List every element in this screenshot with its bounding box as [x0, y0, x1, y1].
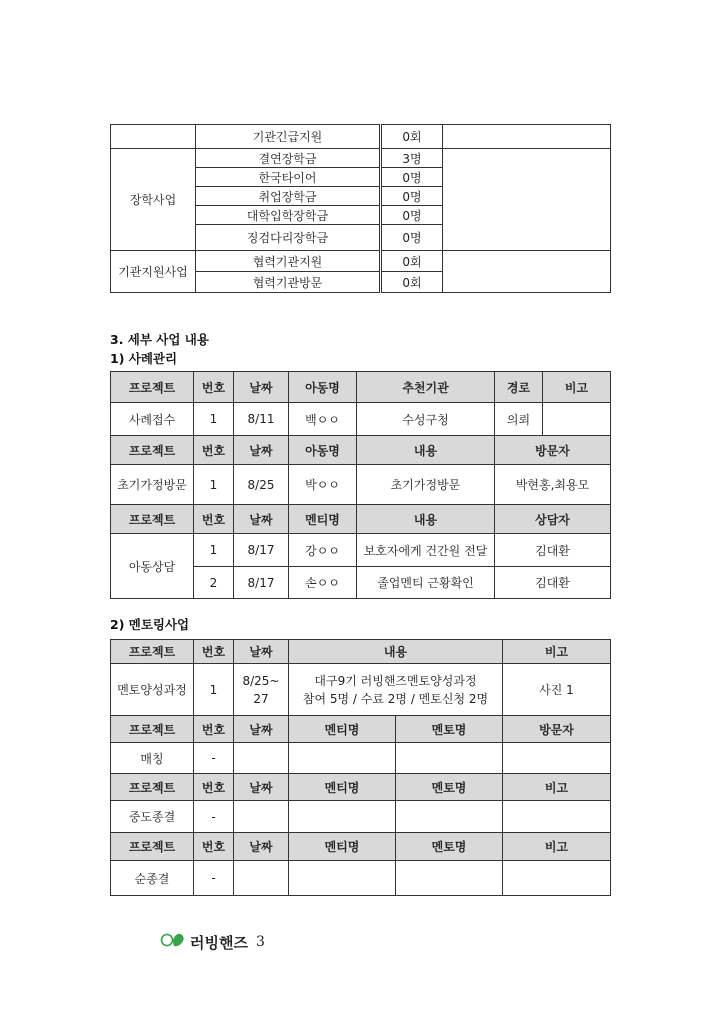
cell-project: 순종결	[111, 861, 194, 896]
header-number: 번호	[194, 833, 234, 861]
header-mentor-name: 멘토명	[396, 833, 503, 861]
summary-count: 0회	[381, 251, 443, 272]
cell-number: -	[194, 861, 234, 896]
summary-item: 한국타이어	[196, 168, 381, 187]
summary-note	[443, 251, 611, 293]
summary-count: 0명	[381, 168, 443, 187]
cell-date: 8/25	[234, 465, 289, 505]
cell-mentee-name	[289, 801, 396, 833]
page-number: 3	[255, 934, 265, 950]
cell-content	[289, 664, 503, 716]
header-date: 날짜	[234, 640, 289, 664]
cell-note	[503, 861, 611, 896]
header-date: 날짜	[234, 436, 289, 465]
cell-mentee-name	[289, 861, 396, 896]
header-mentor-name: 멘토명	[396, 774, 503, 801]
summary-table	[110, 124, 611, 293]
cell-mentee-name: 손ㅇㅇ	[289, 567, 357, 599]
summary-count: 3명	[381, 149, 443, 168]
header-date: 날짜	[234, 505, 289, 534]
header-content: 내용	[289, 640, 503, 664]
cell-project: 초기가정방문	[111, 465, 194, 505]
cell-mentee-name	[289, 743, 396, 774]
summary-category: 기관지원사업	[111, 251, 196, 293]
cell-mentor-name	[396, 743, 503, 774]
summary-item: 협력기관지원	[196, 251, 381, 272]
summary-item: 취업장학금	[196, 187, 381, 206]
cell-note	[503, 801, 611, 833]
header-agency: 추천기관	[357, 372, 495, 403]
header-mentee-name: 멘티명	[289, 774, 396, 801]
header-mentee-name: 멘티명	[289, 716, 396, 743]
cell-counselor: 김대환	[495, 567, 611, 599]
header-date: 날짜	[234, 716, 289, 743]
header-note: 비고	[503, 640, 611, 664]
cell-visitor	[503, 743, 611, 774]
header-note: 비고	[543, 372, 611, 403]
date-line: 27	[253, 691, 269, 706]
cell-project: 멘토양성과정	[111, 664, 194, 716]
content-line: 대구9기 러빙핸즈멘토양성과정	[314, 673, 477, 688]
summary-count: 0명	[381, 225, 443, 251]
header-counselor: 상담자	[495, 505, 611, 534]
date-line: 8/25~	[242, 673, 280, 688]
header-date: 날짜	[234, 833, 289, 861]
case-management-table	[110, 371, 611, 599]
section-title: 3. 세부 사업 내용	[110, 332, 209, 347]
summary-category: 장학사업	[111, 149, 196, 251]
header-number: 번호	[194, 716, 234, 743]
cell-content: 초기가정방문	[357, 465, 495, 505]
cell-date	[234, 743, 289, 774]
summary-item: 대학입학장학금	[196, 206, 381, 225]
cell-date: 8/17	[234, 567, 289, 599]
summary-note	[443, 149, 611, 251]
cell-note	[543, 403, 611, 436]
cell-number: 1	[194, 534, 234, 567]
cell-route: 의뢰	[495, 403, 543, 436]
summary-item: 징검다리장학금	[196, 225, 381, 251]
summary-count: 0회	[381, 272, 443, 293]
header-project: 프로젝트	[111, 716, 194, 743]
cell-number: 1	[194, 403, 234, 436]
footer	[160, 930, 265, 954]
summary-count: 0명	[381, 187, 443, 206]
cell-number: -	[194, 743, 234, 774]
header-child-name: 아동명	[289, 436, 357, 465]
cell-note: 사진 1	[503, 664, 611, 716]
cell-child-name: 백ㅇㅇ	[289, 403, 357, 436]
header-number: 번호	[194, 372, 234, 403]
subsection-title: 2) 멘토링사업	[110, 617, 190, 632]
header-number: 번호	[194, 774, 234, 801]
header-number: 번호	[194, 640, 234, 664]
cell-mentee-name: 강ㅇㅇ	[289, 534, 357, 567]
header-project: 프로젝트	[111, 640, 194, 664]
header-project: 프로젝트	[111, 774, 194, 801]
cell-number: -	[194, 801, 234, 833]
summary-category-empty	[111, 125, 196, 149]
header-number: 번호	[194, 436, 234, 465]
cell-child-name: 박ㅇㅇ	[289, 465, 357, 505]
header-project: 프로젝트	[111, 505, 194, 534]
header-visitor: 방문자	[503, 716, 611, 743]
header-date: 날짜	[234, 774, 289, 801]
header-project: 프로젝트	[111, 372, 194, 403]
summary-note	[443, 125, 611, 149]
cell-number: 2	[194, 567, 234, 599]
header-route: 경로	[495, 372, 543, 403]
header-mentor-name: 멘토명	[396, 716, 503, 743]
subsection-title: 1) 사례관리	[110, 351, 178, 366]
summary-count: 0명	[381, 206, 443, 225]
header-mentee-name: 멘티명	[289, 833, 396, 861]
summary-item: 결연장학금	[196, 149, 381, 168]
summary-item: 협력기관방문	[196, 272, 381, 293]
cell-content: 졸업멘티 근황확인	[357, 567, 495, 599]
cell-date: 8/11	[234, 403, 289, 436]
cell-project: 매칭	[111, 743, 194, 774]
header-number: 번호	[194, 505, 234, 534]
content-line: 참여 5명 / 수료 2명 / 멘토신청 2명	[302, 691, 489, 706]
loving-hands-logo-icon	[160, 930, 186, 954]
cell-counselor: 김대환	[495, 534, 611, 567]
cell-agency: 수성구청	[357, 403, 495, 436]
header-content: 내용	[357, 436, 495, 465]
cell-mentor-name	[396, 861, 503, 896]
summary-count: 0회	[381, 125, 443, 149]
header-project: 프로젝트	[111, 436, 194, 465]
cell-project: 아동상담	[111, 534, 194, 599]
header-visitor: 방문자	[495, 436, 611, 465]
header-date: 날짜	[234, 372, 289, 403]
cell-date	[234, 801, 289, 833]
header-child-name: 아동명	[289, 372, 357, 403]
brand-name: 러빙핸즈	[190, 933, 248, 952]
cell-project: 사례접수	[111, 403, 194, 436]
cell-project: 중도종결	[111, 801, 194, 833]
header-note: 비고	[503, 833, 611, 861]
cell-date	[234, 861, 289, 896]
cell-content: 보호자에게 건간원 전달	[357, 534, 495, 567]
cell-date	[234, 664, 289, 716]
summary-item: 기관긴급지원	[196, 125, 381, 149]
header-content: 내용	[357, 505, 495, 534]
header-note: 비고	[503, 774, 611, 801]
cell-number: 1	[194, 664, 234, 716]
header-mentee-name: 멘티명	[289, 505, 357, 534]
cell-date: 8/17	[234, 534, 289, 567]
cell-number: 1	[194, 465, 234, 505]
header-project: 프로젝트	[111, 833, 194, 861]
cell-mentor-name	[396, 801, 503, 833]
cell-visitor: 박현홍,최용모	[495, 465, 611, 505]
mentoring-table	[110, 639, 611, 896]
